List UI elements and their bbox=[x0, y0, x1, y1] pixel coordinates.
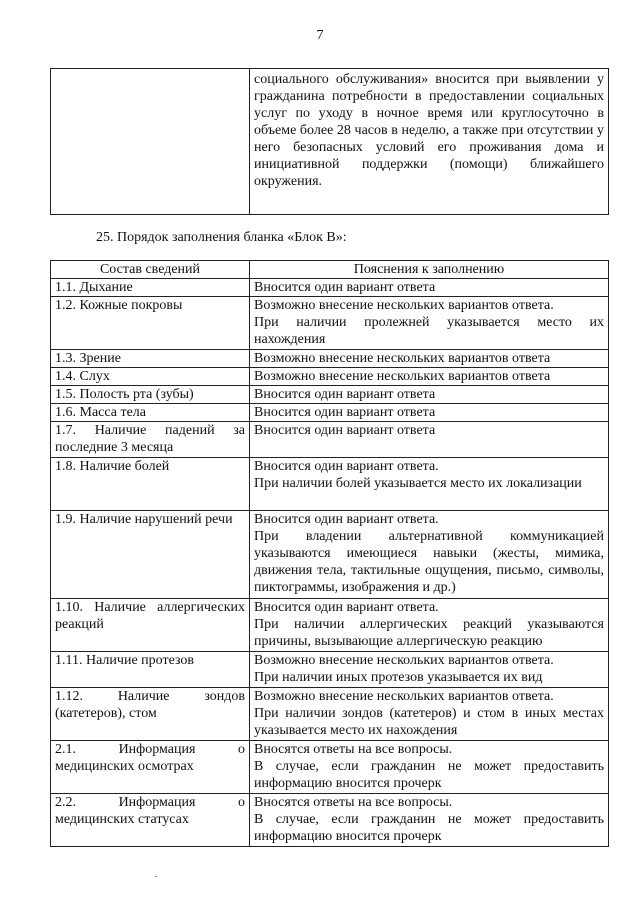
row-explanation bbox=[250, 386, 609, 404]
row-explanation bbox=[250, 279, 609, 297]
table-row bbox=[51, 368, 609, 386]
explanation-line: Вносится один вариант ответа. bbox=[254, 512, 439, 527]
section-heading: 25. Порядок заполнения бланка «Блок В»: bbox=[96, 230, 347, 245]
row-label: 1.2. Кожные покровы bbox=[51, 297, 250, 350]
table-row bbox=[51, 386, 609, 404]
explanation-line: Вносятся ответы на все вопросы. bbox=[254, 742, 453, 757]
row-explanation bbox=[250, 422, 609, 458]
empty-cell bbox=[51, 69, 250, 215]
table-header-row bbox=[51, 261, 609, 279]
row-label: 1.7. Наличие падений за последние 3 месяца bbox=[51, 422, 250, 458]
row-explanation bbox=[250, 652, 609, 688]
table-row bbox=[51, 297, 609, 350]
table-row bbox=[51, 279, 609, 297]
row-explanation bbox=[250, 599, 609, 652]
explanation-line: При наличии зондов (катетеров) и стом в иных местах указывается место их нахождения bbox=[254, 706, 604, 738]
continuation-table bbox=[50, 68, 609, 215]
table-row bbox=[51, 688, 609, 741]
row-label: 1.9. Наличие нарушений речи bbox=[51, 511, 250, 599]
explanation-line: Вносятся ответы на все вопросы. bbox=[254, 795, 453, 810]
explanation-line: При наличии болей указывается место их локализации bbox=[254, 476, 582, 491]
explanation-line: Вносится один вариант ответа. bbox=[254, 600, 439, 615]
table-row bbox=[51, 511, 609, 599]
table-row bbox=[51, 422, 609, 458]
row-label: 1.8. Наличие болей bbox=[51, 458, 250, 511]
row-explanation bbox=[250, 297, 609, 350]
row-label: 2.1. Информация о медицинских осмотрах bbox=[51, 741, 250, 794]
explanation-line: При владении альтернативной коммуникацией указываются имеющиеся навыки (жесты, мимика, движения тела, тактильные ощущения, письмо, символы, пиктограммы, изображения и др.) bbox=[254, 529, 604, 595]
table-row bbox=[51, 599, 609, 652]
explanation-line: Вносится один вариант ответа bbox=[254, 387, 436, 402]
row-label: 1.1. Дыхание bbox=[51, 279, 250, 297]
table-row bbox=[51, 404, 609, 422]
explanation-line: Возможно внесение нескольких вариантов ответа bbox=[254, 369, 551, 384]
footer-mark bbox=[155, 876, 157, 877]
explanation-line: При наличии пролежней указывается место их нахождения bbox=[254, 315, 604, 347]
explanation-line: Вносится один вариант ответа bbox=[254, 405, 436, 420]
row-label: 1.6. Масса тела bbox=[51, 404, 250, 422]
row-explanation bbox=[250, 404, 609, 422]
row-label: 1.5. Полость рта (зубы) bbox=[51, 386, 250, 404]
column-header-composition: Состав сведений bbox=[51, 261, 250, 279]
explanation-line: При наличии аллергических реакций указываются причины, вызывающие аллергическую реакцию bbox=[254, 617, 604, 649]
table-row bbox=[51, 741, 609, 794]
row-explanation bbox=[250, 794, 609, 847]
table-row bbox=[51, 652, 609, 688]
block-v-table bbox=[50, 260, 609, 847]
explanation-line: Возможно внесение нескольких вариантов ответа. bbox=[254, 298, 554, 313]
row-label: 1.3. Зрение bbox=[51, 350, 250, 368]
row-label: 1.4. Слух bbox=[51, 368, 250, 386]
row-explanation bbox=[250, 350, 609, 368]
row-explanation bbox=[250, 741, 609, 794]
explanation-line: Вносится один вариант ответа bbox=[254, 423, 436, 438]
explanation-line: Возможно внесение нескольких вариантов ответа bbox=[254, 351, 551, 366]
explanation-line: Вносится один вариант ответа. bbox=[254, 459, 439, 474]
explanation-line: При наличии иных протезов указывается их вид bbox=[254, 670, 543, 685]
row-label: 2.2. Информация о медицинских статусах bbox=[51, 794, 250, 847]
column-header-explanations: Пояснения к заполнению bbox=[250, 261, 609, 279]
row-label: 1.10. Наличие аллергических реакций bbox=[51, 599, 250, 652]
row-explanation bbox=[250, 368, 609, 386]
row-label: 1.11. Наличие протезов bbox=[51, 652, 250, 688]
table-row bbox=[51, 350, 609, 368]
table-row bbox=[51, 458, 609, 511]
explanation-line: Вносится один вариант ответа bbox=[254, 280, 436, 295]
table-row bbox=[51, 794, 609, 847]
page-number: 7 bbox=[316, 28, 324, 43]
explanation-line: В случае, если гражданин не может предоставить информацию вносится прочерк bbox=[254, 812, 604, 844]
row-explanation bbox=[250, 511, 609, 599]
continuation-text: социального обслуживания» вносится при выявлении у гражданина потребности в предоставлении социальных услуг по уходу в ночное время или круглосуточно в объеме более 28 часов в неделю, а также при отсутствии у него безопасных условий его проживания дома и инициативной поддержки (помощи) ближайшего окружения. bbox=[250, 69, 609, 215]
explanation-line: Возможно внесение нескольких вариантов ответа. bbox=[254, 689, 554, 704]
row-explanation bbox=[250, 458, 609, 511]
explanation-line: В случае, если гражданин не может предоставить информацию вносится прочерк bbox=[254, 759, 604, 791]
table-row bbox=[51, 69, 609, 215]
row-explanation bbox=[250, 688, 609, 741]
row-label: 1.12. Наличие зондов (катетеров), стом bbox=[51, 688, 250, 741]
explanation-line: Возможно внесение нескольких вариантов ответа. bbox=[254, 653, 554, 668]
